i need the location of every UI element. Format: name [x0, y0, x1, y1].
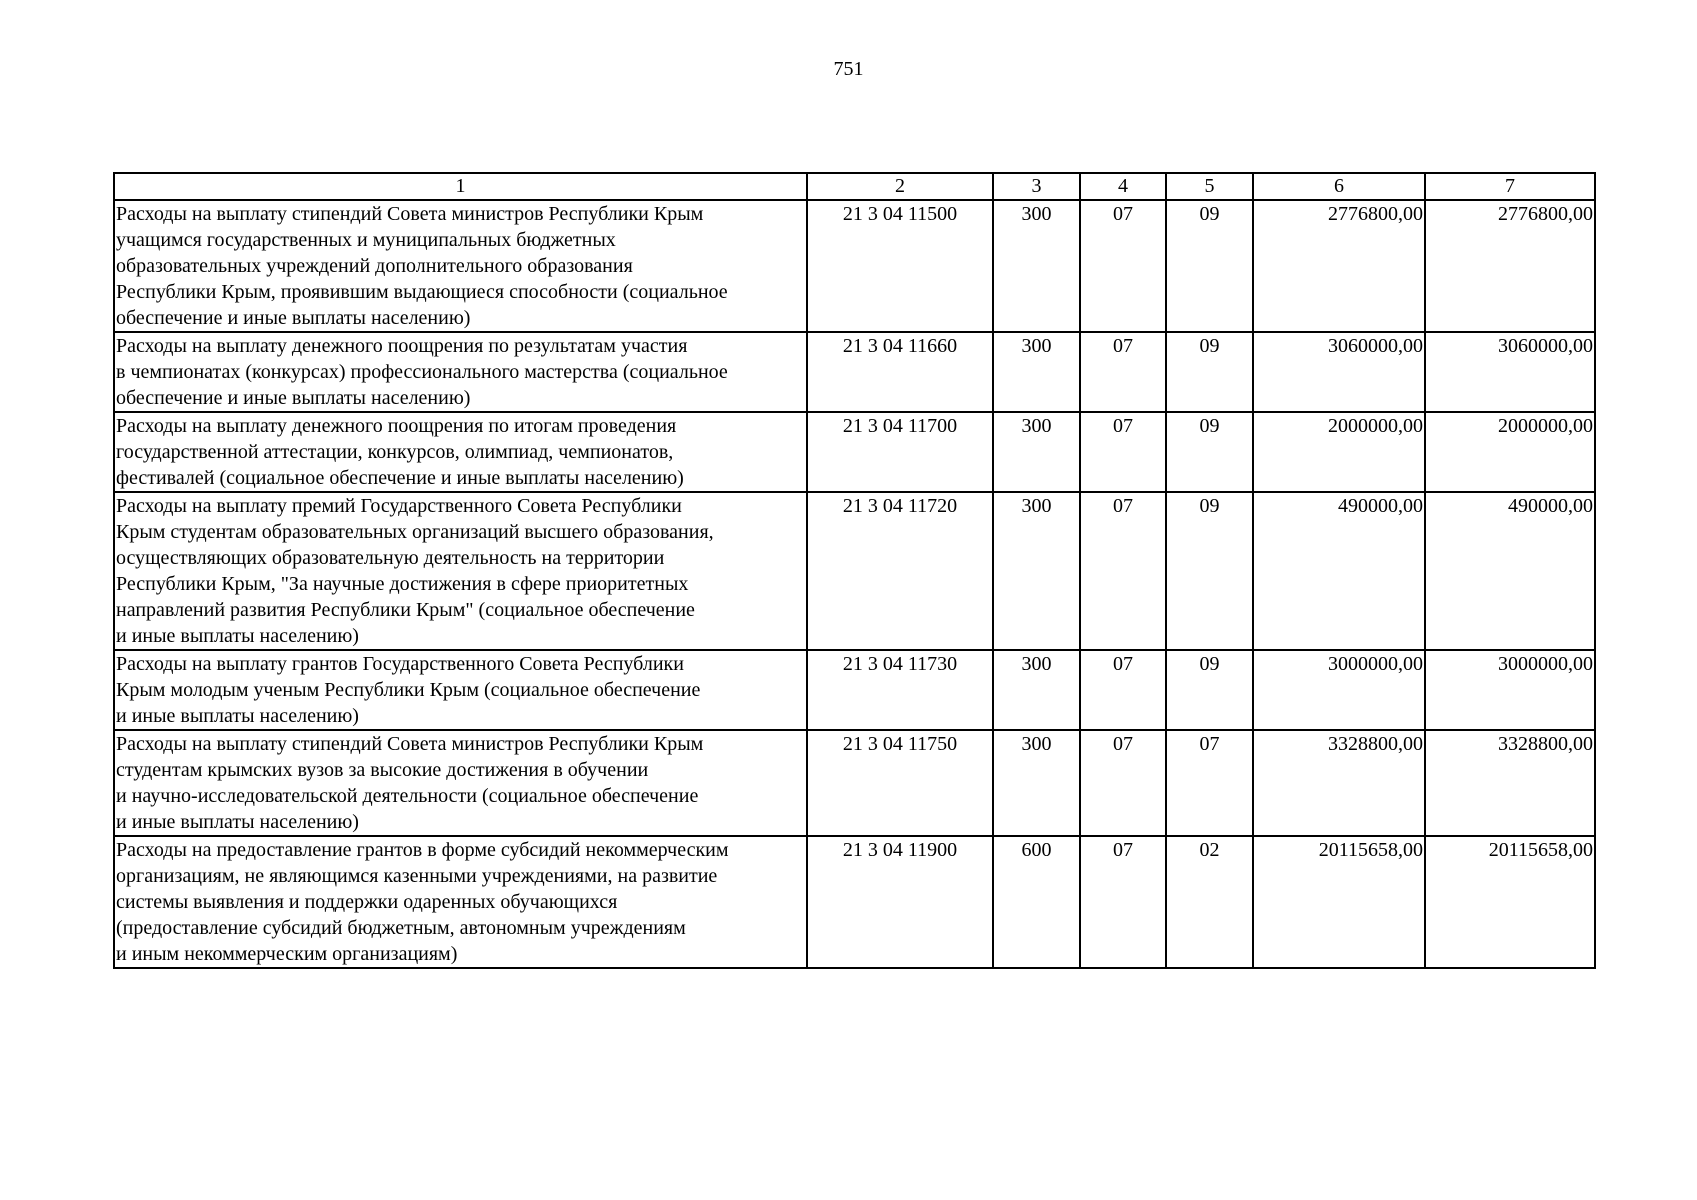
description-line: обеспечение и иные выплаты населению): [116, 387, 471, 409]
description-line: в чемпионатах (конкурсах) профессионального мастерства (социальное: [116, 361, 728, 383]
section-cell: 07: [1080, 332, 1166, 412]
section-cell: 07: [1080, 650, 1166, 730]
amount-cell: 3060000,00: [1425, 332, 1595, 412]
expense-type-cell: 300: [993, 332, 1080, 412]
amount-cell: 3000000,00: [1425, 650, 1595, 730]
description-line: Республики Крым, "За научные достижения в сфере приоритетных: [116, 573, 689, 595]
table-row: [114, 412, 1595, 492]
expense-type-cell: 300: [993, 730, 1080, 836]
subsection-cell: 09: [1166, 200, 1253, 332]
expense-type-cell: 600: [993, 836, 1080, 968]
column-header: 7: [1425, 173, 1595, 200]
description-line: Крым молодым ученым Республики Крым (социальное обеспечение: [116, 679, 701, 701]
section-cell: 07: [1080, 412, 1166, 492]
code-cell: 21 3 04 11660: [807, 332, 993, 412]
description-line: и научно-исследовательской деятельности (социальное обеспечение: [116, 785, 699, 807]
description-line: Расходы на выплату стипендий Совета министров Республики Крым: [116, 733, 704, 755]
column-header: 3: [993, 173, 1080, 200]
amount-cell: 2776800,00: [1425, 200, 1595, 332]
description-cell: [114, 730, 807, 836]
subsection-cell: 09: [1166, 332, 1253, 412]
table-row: [114, 836, 1595, 968]
amount-cell: 2000000,00: [1253, 412, 1425, 492]
description-line: и иные выплаты населению): [116, 811, 359, 833]
description-cell: [114, 492, 807, 650]
expense-type-cell: 300: [993, 650, 1080, 730]
amount-cell: 3060000,00: [1253, 332, 1425, 412]
header-row: [114, 173, 1595, 200]
description-line: направлений развития Республики Крым" (социальное обеспечение: [116, 599, 695, 621]
table-body: [114, 200, 1595, 968]
description-cell: [114, 836, 807, 968]
description-line: государственной аттестации, конкурсов, олимпиад, чемпионатов,: [116, 441, 674, 463]
description-line: (предоставление субсидий бюджетным, автономным учреждениям: [116, 917, 686, 939]
table-row: [114, 650, 1595, 730]
section-cell: 07: [1080, 730, 1166, 836]
amount-cell: 20115658,00: [1253, 836, 1425, 968]
budget-table: [113, 172, 1596, 969]
description-cell: [114, 200, 807, 332]
description-line: учащимся государственных и муниципальных бюджетных: [116, 229, 616, 251]
code-cell: 21 3 04 11700: [807, 412, 993, 492]
section-cell: 07: [1080, 836, 1166, 968]
description-line: Республики Крым, проявившим выдающиеся способности (социальное: [116, 281, 728, 303]
description-line: студентам крымских вузов за высокие достижения в обучении: [116, 759, 649, 781]
column-header: 5: [1166, 173, 1253, 200]
description-line: осуществляющих образовательную деятельность на территории: [116, 547, 665, 569]
description-line: Расходы на выплату грантов Государственного Совета Республики: [116, 653, 684, 675]
code-cell: 21 3 04 11500: [807, 200, 993, 332]
code-cell: 21 3 04 11900: [807, 836, 993, 968]
amount-cell: 3000000,00: [1253, 650, 1425, 730]
column-header: 2: [807, 173, 993, 200]
subsection-cell: 09: [1166, 412, 1253, 492]
amount-cell: 490000,00: [1253, 492, 1425, 650]
column-header: 1: [114, 173, 807, 200]
description-line: системы выявления и поддержки одаренных обучающихся: [116, 891, 618, 913]
table-row: [114, 492, 1595, 650]
subsection-cell: 09: [1166, 492, 1253, 650]
subsection-cell: 09: [1166, 650, 1253, 730]
section-cell: 07: [1080, 492, 1166, 650]
description-line: и иные выплаты населению): [116, 705, 359, 727]
expense-type-cell: 300: [993, 412, 1080, 492]
subsection-cell: 07: [1166, 730, 1253, 836]
subsection-cell: 02: [1166, 836, 1253, 968]
description-line: и иные выплаты населению): [116, 625, 359, 647]
code-cell: 21 3 04 11720: [807, 492, 993, 650]
section-cell: 07: [1080, 200, 1166, 332]
description-line: обеспечение и иные выплаты населению): [116, 307, 471, 329]
code-cell: 21 3 04 11750: [807, 730, 993, 836]
description-cell: [114, 650, 807, 730]
description-line: и иным некоммерческим организациям): [116, 943, 458, 965]
column-header: 6: [1253, 173, 1425, 200]
amount-cell: 2000000,00: [1425, 412, 1595, 492]
description-cell: [114, 332, 807, 412]
description-line: Расходы на выплату денежного поощрения по итогам проведения: [116, 415, 677, 437]
amount-cell: 20115658,00: [1425, 836, 1595, 968]
description-line: образовательных учреждений дополнительного образования: [116, 255, 633, 277]
code-cell: 21 3 04 11730: [807, 650, 993, 730]
description-line: фестивалей (социальное обеспечение и иные выплаты населению): [116, 467, 684, 489]
description-cell: [114, 412, 807, 492]
expense-type-cell: 300: [993, 492, 1080, 650]
description-line: Расходы на выплату денежного поощрения по результатам участия: [116, 335, 688, 357]
amount-cell: 3328800,00: [1253, 730, 1425, 836]
description-line: Расходы на предоставление грантов в форме субсидий некоммерческим: [116, 839, 729, 861]
page-number: 751: [833, 58, 864, 80]
column-header: 4: [1080, 173, 1166, 200]
description-line: Расходы на выплату стипендий Совета министров Республики Крым: [116, 203, 704, 225]
expense-type-cell: 300: [993, 200, 1080, 332]
table-row: [114, 200, 1595, 332]
amount-cell: 490000,00: [1425, 492, 1595, 650]
description-line: организациям, не являющимся казенными учреждениями, на развитие: [116, 865, 718, 887]
description-line: Расходы на выплату премий Государственного Совета Республики: [116, 495, 682, 517]
table-row: [114, 730, 1595, 836]
amount-cell: 2776800,00: [1253, 200, 1425, 332]
table-row: [114, 332, 1595, 412]
description-line: Крым студентам образовательных организаций высшего образования,: [116, 521, 714, 543]
amount-cell: 3328800,00: [1425, 730, 1595, 836]
